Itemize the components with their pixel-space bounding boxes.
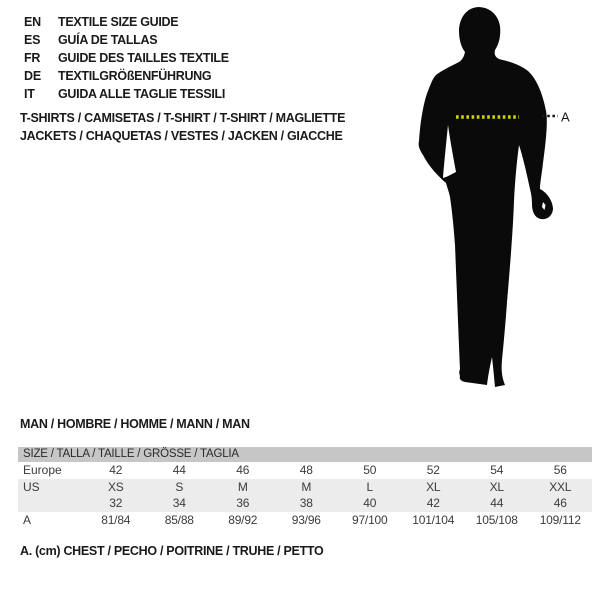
size-cell: XL [489, 479, 504, 494]
size-cell: 89/92 [228, 512, 258, 527]
size-table-header: SIZE / TALLA / TAILLE / GRÖSSE / TAGLIA [18, 447, 592, 462]
section-title: MAN / HOMBRE / HOMME / MANN / MAN [20, 417, 250, 431]
size-cell: XL [426, 479, 441, 494]
size-cell: 109/112 [539, 512, 581, 527]
man-body-shape [419, 7, 553, 387]
size-cell: 40 [363, 496, 377, 510]
size-cell: 42 [109, 463, 123, 477]
language-row [24, 67, 229, 85]
size-cell: 85/88 [164, 512, 194, 527]
table-row [18, 495, 592, 512]
man-silhouette [415, 5, 575, 395]
footnote: A. (cm) CHEST / PECHO / POITRINE / TRUHE / PETTO [20, 544, 324, 558]
language-label: GUIDA ALLE TAGLIE TESSILI [58, 87, 226, 101]
size-cell: L [366, 479, 373, 494]
language-code: FR [24, 51, 41, 65]
table-row [18, 512, 592, 529]
size-cell: 48 [299, 463, 313, 477]
language-label: TEXTILGRÖßENFÜHRUNG [58, 69, 212, 83]
table-row [18, 479, 592, 496]
language-label: TEXTILE SIZE GUIDE [58, 15, 179, 29]
size-cell: 38 [299, 496, 313, 510]
size-cell: 42 [426, 496, 440, 510]
category-line-jackets: JACKETS / CHAQUETAS / VESTES / JACKEN / GIACCHE [20, 129, 343, 143]
measure-label-a: A [561, 109, 570, 125]
language-code: EN [24, 15, 41, 29]
table-row [18, 462, 592, 479]
row-label: US [23, 479, 40, 494]
size-cell: M [301, 479, 312, 494]
size-cell: 44 [172, 463, 186, 477]
man-silhouette-figure [415, 5, 575, 395]
language-row [24, 49, 229, 67]
size-cell: 50 [363, 463, 377, 477]
language-row [24, 13, 229, 31]
size-cell: 36 [236, 496, 250, 510]
size-cell: 54 [490, 463, 504, 477]
size-cell: 46 [553, 496, 567, 510]
size-cell: 105/108 [475, 512, 518, 527]
language-label: GUIDE DES TAILLES TEXTILE [58, 51, 229, 65]
size-cell: M [237, 479, 248, 494]
language-row [24, 31, 229, 49]
size-cell: 93/96 [291, 512, 321, 527]
size-cell: 46 [236, 463, 250, 477]
size-table-rows [18, 462, 592, 528]
size-cell: 52 [426, 463, 440, 477]
size-cell: XS [107, 479, 124, 494]
size-cell: 44 [490, 496, 504, 510]
size-table [18, 447, 592, 528]
category-block [20, 109, 345, 145]
size-cell: 81/84 [101, 512, 131, 527]
size-cell: S [175, 479, 184, 494]
size-cell: 56 [553, 463, 567, 477]
category-line-tshirts: T-SHIRTS / CAMISETAS / T-SHIRT / T-SHIRT / MAGLIETTE [20, 111, 346, 125]
language-code: DE [24, 69, 41, 83]
row-label: Europe [23, 463, 62, 477]
language-code: IT [24, 87, 35, 101]
language-list [24, 13, 229, 103]
row-label: A [23, 512, 32, 527]
language-row [24, 85, 229, 103]
size-cell: 97/100 [351, 512, 388, 527]
size-cell: 101/104 [412, 512, 455, 527]
size-cell: XXL [549, 479, 572, 494]
size-cell: 32 [109, 496, 123, 510]
size-cell: 34 [172, 496, 186, 510]
language-code: ES [24, 33, 41, 47]
language-label: GUÍA DE TALLAS [58, 33, 158, 47]
